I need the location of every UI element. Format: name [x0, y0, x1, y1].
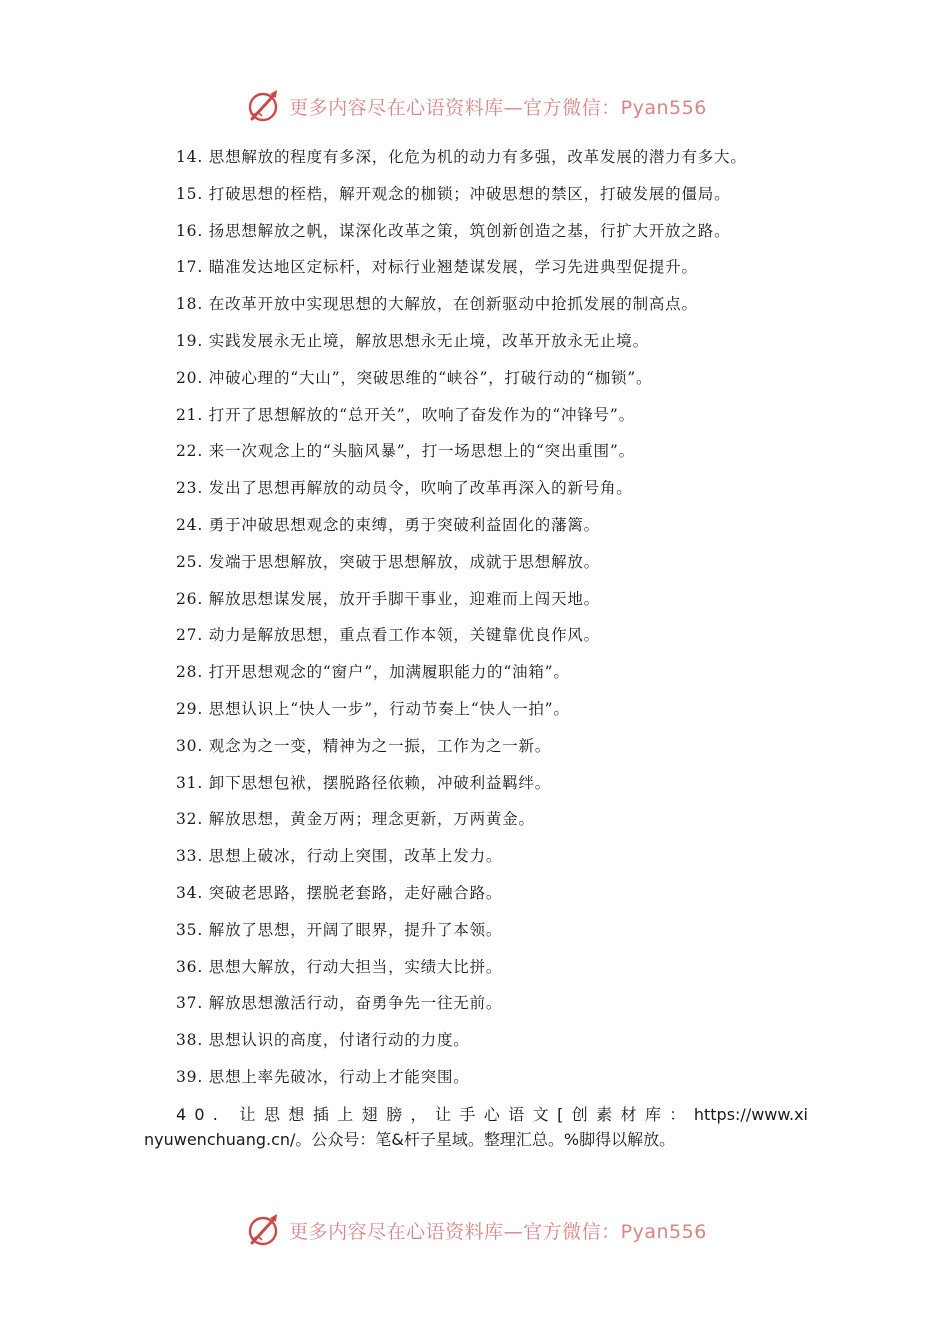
slogan-item-17: 17. 瞄准发达地区定标杆，对标行业翘楚谋发展，学习先进典型促提升。: [176, 258, 698, 277]
slogan-item-40-lead: 40. 让思想插上翅膀，让手心语文[创素材库：: [176, 1104, 694, 1124]
slogan-item-39: 39. 思想上率先破冰，行动上才能突围。: [176, 1067, 470, 1086]
slogan-item-38: 38. 思想认识的高度，付诸行动的力度。: [176, 1031, 470, 1050]
slogan-item-33: 33. 思想上破冰，行动上突围，改革上发力。: [176, 847, 503, 866]
pen-nib-logo-icon: [243, 1210, 283, 1250]
slogan-item-32: 32. 解放思想，黄金万两；理念更新，万两黄金。: [176, 810, 535, 829]
slogan-item-36: 36. 思想大解放，行动大担当，实绩大比拼。: [176, 957, 503, 976]
pen-nib-logo-icon: [243, 86, 283, 126]
slogan-item-19: 19. 实践发展永无止境，解放思想永无止境，改革开放永无止境。: [176, 331, 649, 350]
footer-banner-text: 更多内容尽在心语资料库—官方微信：Pyan556: [289, 1220, 707, 1243]
slogan-item-27: 27. 动力是解放思想，重点看工作本领，关键靠优良作风。: [176, 626, 600, 645]
slogan-item-15: 15. 打破思想的桎梏，解开观念的枷锁；冲破思想的禁区，打破发展的僵局。: [176, 184, 731, 203]
slogan-item-24: 24. 勇于冲破思想观念的束缚，勇于突破利益固化的藩篱。: [176, 515, 600, 534]
slogan-item-23: 23. 发出了思想再解放的动员令，吹响了改革再深入的新号角。: [176, 479, 633, 498]
slogan-item-26: 26. 解放思想谋发展，放开手脚干事业，迎难而上闯天地。: [176, 589, 600, 608]
slogan-item-18: 18. 在改革开放中实现思想的大解放，在创新驱动中抢抓发展的制高点。: [176, 295, 698, 314]
slogan-item-22: 22. 来一次观念上的“头脑风暴”，打一场思想上的“突出重围”。: [176, 442, 635, 461]
document-body: [144, 145, 808, 1164]
slogan-item-37: 37. 解放思想激活行动，奋勇争先一往无前。: [176, 994, 503, 1013]
slogan-item-20: 20. 冲破心理的“大山”，突破思维的“峡谷”，打破行动的“枷锁”。: [176, 368, 653, 387]
slogan-item-30: 30. 观念为之一变，精神为之一振，工作为之一新。: [176, 736, 552, 755]
slogan-item-31: 31. 卸下思想包袱，摆脱路径依赖，冲破利益羁绊。: [176, 773, 552, 792]
slogan-item-40: [144, 1102, 808, 1152]
header-banner: [0, 84, 950, 128]
slogan-item-25: 25. 发端于思想解放，突破于思想解放，成就于思想解放。: [176, 552, 600, 571]
slogan-item-16: 16. 扬思想解放之帆，谋深化改革之策，筑创新创造之基，行扩大开放之路。: [176, 221, 731, 240]
slogan-item-29: 29. 思想认识上“快人一步”，行动节奏上“快人一拍”。: [176, 699, 570, 718]
slogan-item-14: 14. 思想解放的程度有多深，化危为机的动力有多强，改革发展的潜力有多大。: [176, 148, 747, 166]
slogan-item-40-link-text: https://www.xinyuwenchuang.cn/。公众号：笔&杆子星域。整理汇总。%脚得以解放。: [144, 1104, 808, 1149]
slogan-item-28: 28. 打开思想观念的“窗户”，加满履职能力的“油箱”。: [176, 663, 570, 682]
header-banner-text: 更多内容尽在心语资料库—官方微信：Pyan556: [289, 96, 707, 119]
slogan-item-35: 35. 解放了思想，开阔了眼界，提升了本领。: [176, 920, 503, 939]
footer-banner: [0, 1208, 950, 1252]
slogan-item-34: 34. 突破老思路，摆脱老套路，走好融合路。: [176, 883, 503, 902]
slogan-item-21: 21. 打开了思想解放的“总开关”，吹响了奋发作为的“冲锋号”。: [176, 405, 635, 424]
